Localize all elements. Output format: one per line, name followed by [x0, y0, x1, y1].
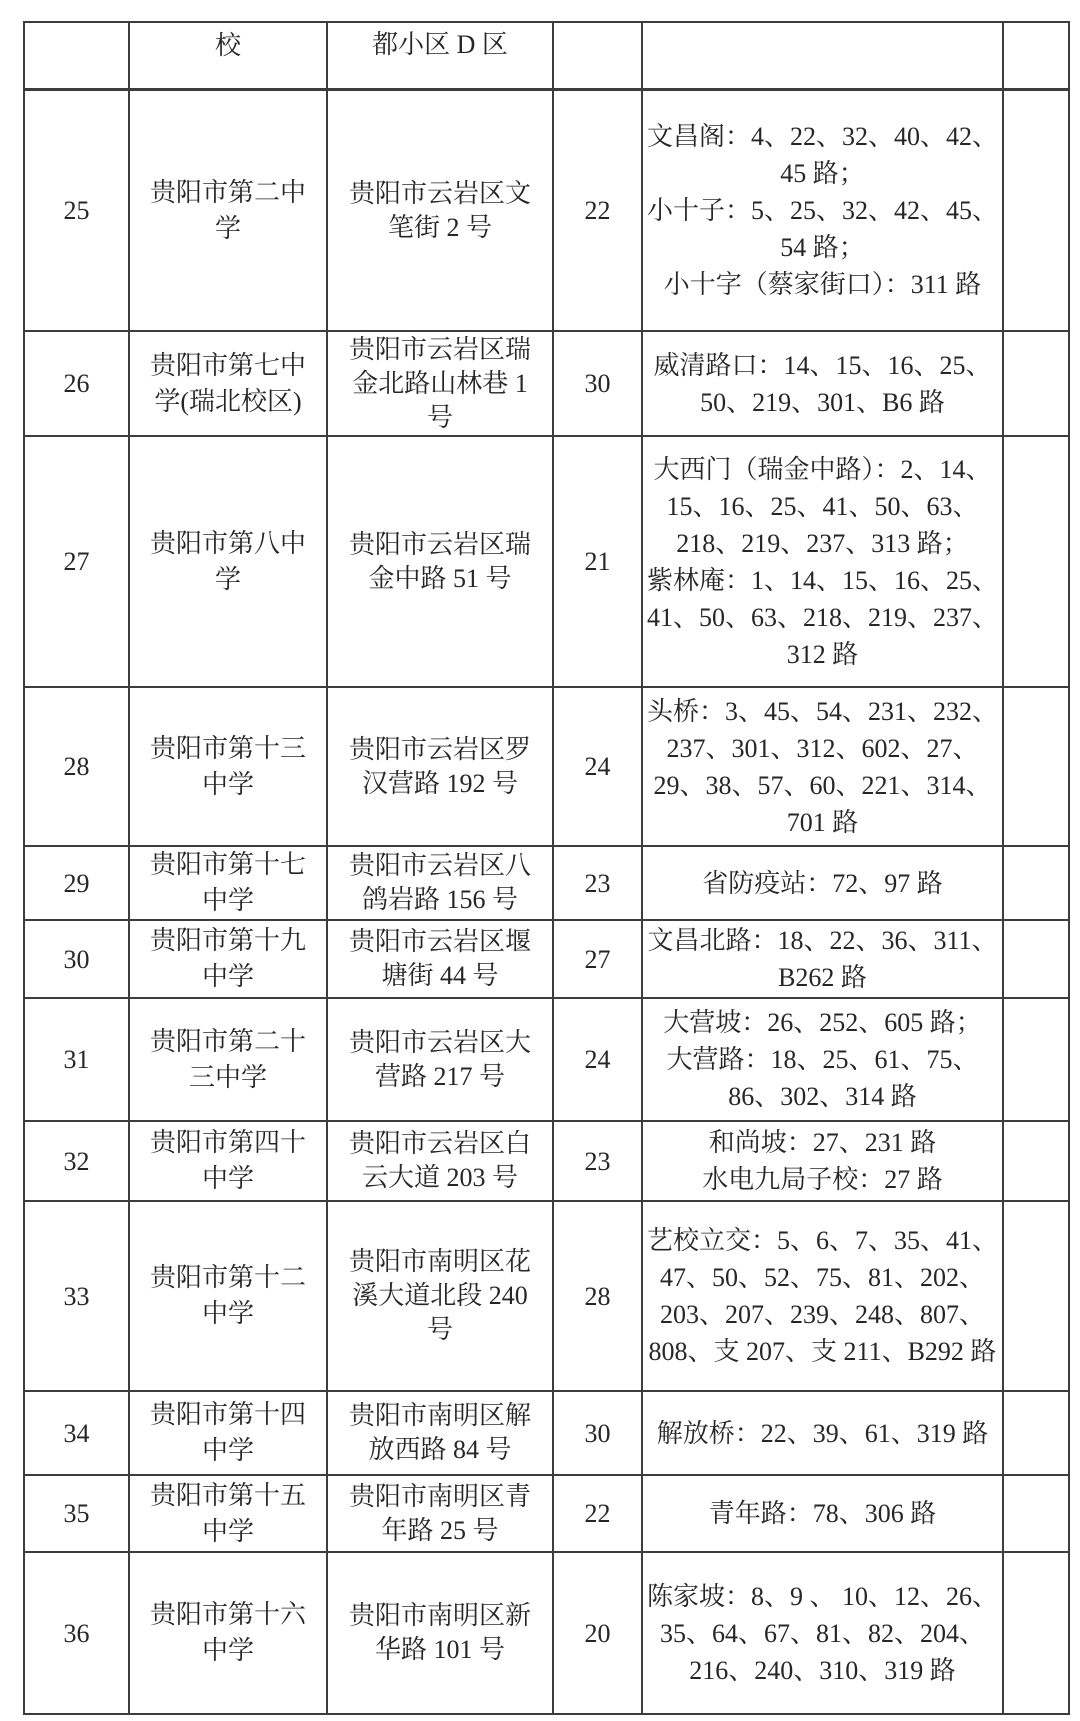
- school-name-cell: 贵阳市第十六中学: [130, 1553, 328, 1715]
- count-cell: 30: [554, 1392, 643, 1476]
- route-paragraph: 文昌北路：18、22、36、311、B262 路: [647, 926, 998, 992]
- row-number-cell: 25: [25, 91, 130, 332]
- empty-cell: [1004, 688, 1070, 847]
- address-cell: 贵阳市云岩区白云大道 203 号: [328, 1122, 554, 1202]
- address-cell: 贵阳市南明区解放西路 84 号: [328, 1392, 554, 1476]
- route-paragraph: 头桥：3、45、54、231、232、237、301、312、602、27、29、38、57、60、221、314、701 路: [647, 696, 999, 837]
- address-cell: 贵阳市云岩区罗汉营路 192 号: [328, 688, 554, 847]
- bus-routes-cell: [643, 437, 1004, 688]
- school-name-cell: 贵阳市第二十三中学: [130, 999, 328, 1122]
- empty-cell: [1004, 332, 1070, 437]
- school-name-cell: 贵阳市第十四中学: [130, 1392, 328, 1476]
- header-address-fragment-cell: 都小区 D 区: [328, 23, 554, 91]
- empty-cell: [1004, 1553, 1070, 1715]
- count-cell: 23: [554, 1122, 643, 1202]
- address-cell: 贵阳市云岩区文笔街 2 号: [328, 91, 554, 332]
- route-paragraph: 和尚坡：27、231 路: [708, 1128, 937, 1157]
- school-name-cell: 贵阳市第十九中学: [130, 921, 328, 999]
- bus-routes-cell: [643, 847, 1004, 921]
- empty-cell: [1004, 91, 1070, 332]
- route-paragraph: 文昌阁：4、22、32、40、42、45 路；: [647, 122, 999, 188]
- route-paragraph: 威清路口：14、15、16、25、50、219、301、B6 路: [653, 350, 992, 417]
- empty-cell: [1004, 1202, 1070, 1392]
- bus-routes-cell: [643, 1476, 1004, 1553]
- count-cell: 23: [554, 847, 643, 921]
- bus-routes-cell: [643, 91, 1004, 332]
- address-cell: 贵阳市云岩区瑞金中路 51 号: [328, 437, 554, 688]
- row-number-cell: 31: [25, 999, 130, 1122]
- empty-cell: [1004, 1122, 1070, 1202]
- school-name-cell: 贵阳市第十二中学: [130, 1202, 328, 1392]
- row-number-cell: 33: [25, 1202, 130, 1392]
- count-cell: 24: [554, 688, 643, 847]
- route-paragraph: 省防疫站：72、97 路: [702, 868, 943, 898]
- row-number-cell: 27: [25, 437, 130, 688]
- bus-routes-cell: [643, 688, 1004, 847]
- school-name-cell: 贵阳市第四十中学: [130, 1122, 328, 1202]
- empty-cell: [1004, 847, 1070, 921]
- row-number-cell: 29: [25, 847, 130, 921]
- count-cell: 30: [554, 332, 643, 437]
- route-paragraph: 小十字（蔡家街口）：311 路: [663, 270, 982, 299]
- school-bus-routes-table: [23, 21, 1070, 1715]
- bus-routes-cell: [643, 1202, 1004, 1392]
- route-paragraph: 大营坡：26、252、605 路；: [663, 1008, 982, 1037]
- row-number-cell: 32: [25, 1122, 130, 1202]
- route-paragraph: 大营路：18、25、61、75、86、302、314 路: [666, 1045, 979, 1111]
- address-cell: 贵阳市南明区新华路 101 号: [328, 1553, 554, 1715]
- count-cell: 28: [554, 1202, 643, 1392]
- route-paragraph: 水电九局子校：27 路: [702, 1165, 943, 1194]
- empty-cell: [1004, 921, 1070, 999]
- header-empty-cell: [1004, 23, 1070, 91]
- route-paragraph: 艺校立交：5、6、7、35、41、47、50、52、75、81、202、203、207、239、248、807、808、支 207、支 211、B292 路: [647, 1226, 999, 1366]
- count-cell: 27: [554, 921, 643, 999]
- school-name-cell: 贵阳市第八中学: [130, 437, 328, 688]
- school-name-cell: 贵阳市第十七中学: [130, 847, 328, 921]
- empty-cell: [1004, 437, 1070, 688]
- route-paragraph: 青年路：78、306 路: [708, 1499, 937, 1528]
- bus-routes-cell: [643, 921, 1004, 999]
- address-cell: 贵阳市南明区花溪大道北段 240 号: [328, 1202, 554, 1392]
- address-cell: 贵阳市云岩区大营路 217 号: [328, 999, 554, 1122]
- bus-routes-cell: [643, 1122, 1004, 1202]
- header-empty-cell: [554, 23, 643, 91]
- row-number-cell: 28: [25, 688, 130, 847]
- count-cell: 20: [554, 1553, 643, 1715]
- address-cell: 贵阳市南明区青年路 25 号: [328, 1476, 554, 1553]
- row-number-cell: 34: [25, 1392, 130, 1476]
- header-empty-cell: [25, 23, 130, 91]
- bus-routes-cell: [643, 1553, 1004, 1715]
- address-cell: 贵阳市云岩区瑞金北路山林巷 1 号: [328, 332, 554, 437]
- row-number-cell: 30: [25, 921, 130, 999]
- count-cell: 22: [554, 91, 643, 332]
- school-name-cell: 贵阳市第十三中学: [130, 688, 328, 847]
- count-cell: 24: [554, 999, 643, 1122]
- row-number-cell: 36: [25, 1553, 130, 1715]
- empty-cell: [1004, 1476, 1070, 1553]
- bus-routes-cell: [643, 999, 1004, 1122]
- bus-routes-cell: [643, 332, 1004, 437]
- header-school-fragment-cell: 校: [130, 23, 328, 91]
- school-name-cell: 贵阳市第二中学: [130, 91, 328, 332]
- bus-routes-cell: [643, 1392, 1004, 1476]
- address-cell: 贵阳市云岩区堰塘街 44 号: [328, 921, 554, 999]
- row-number-cell: 26: [25, 332, 130, 437]
- school-name-cell: 贵阳市第七中学(瑞北校区): [130, 332, 328, 437]
- empty-cell: [1004, 1392, 1070, 1476]
- route-paragraph: 小十子：5、25、32、42、45、54 路；: [647, 196, 999, 262]
- route-paragraph: 紫林庵：1、14、15、16、25、41、50、63、218、219、237、312 路: [647, 565, 999, 669]
- route-paragraph: 陈家坡：8、9 、 10、12、26、35、64、67、81、82、204、216、240、310、319 路: [647, 1581, 999, 1685]
- route-paragraph: 解放桥：22、39、61、319 路: [656, 1418, 989, 1448]
- header-empty-cell: [643, 23, 1004, 91]
- empty-cell: [1004, 999, 1070, 1122]
- count-cell: 21: [554, 437, 643, 688]
- school-name-cell: 贵阳市第十五中学: [130, 1476, 328, 1553]
- row-number-cell: 35: [25, 1476, 130, 1553]
- count-cell: 22: [554, 1476, 643, 1553]
- address-cell: 贵阳市云岩区八鸽岩路 156 号: [328, 847, 554, 921]
- route-paragraph: 大西门（瑞金中路）：2、14、15、16、25、41、50、63、218、219、237、313 路；: [653, 454, 992, 558]
